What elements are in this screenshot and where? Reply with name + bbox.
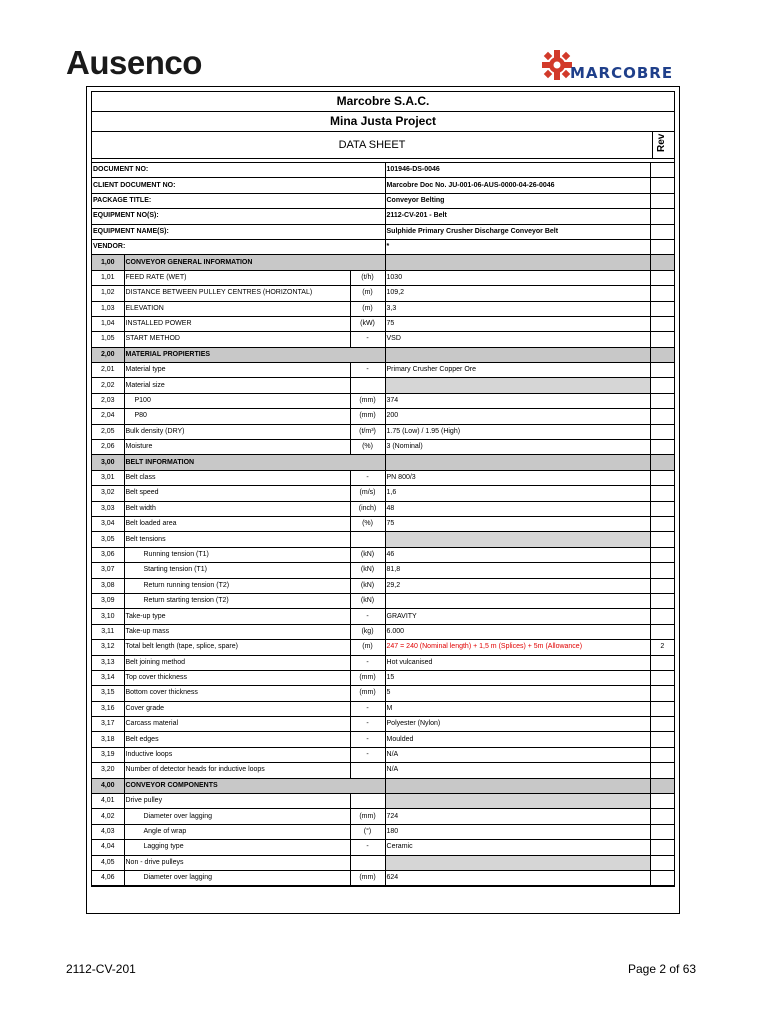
footer-page-number: Page 2 of 63 <box>628 962 697 976</box>
item-number: 3,16 <box>92 701 124 716</box>
item-unit <box>350 532 385 547</box>
item-unit: (mm) <box>350 809 385 824</box>
table-row <box>92 332 674 347</box>
item-description: Belt joining method <box>124 655 350 670</box>
item-unit: (kN) <box>350 578 385 593</box>
item-description: Take-up mass <box>124 624 350 639</box>
table-row <box>92 855 674 870</box>
item-unit: (kN) <box>350 593 385 608</box>
item-value: 724 <box>385 809 650 824</box>
item-number: 3,18 <box>92 732 124 747</box>
rev-header <box>652 132 674 158</box>
item-unit: - <box>350 701 385 716</box>
table-row <box>92 701 674 716</box>
rev-cell <box>650 470 674 485</box>
item-value: 180 <box>385 824 650 839</box>
item-number: 3,15 <box>92 686 124 701</box>
item-unit: - <box>350 609 385 624</box>
item-description: Return starting tension (T2) <box>124 593 350 608</box>
item-number: 4,02 <box>92 809 124 824</box>
table-row <box>92 670 674 685</box>
item-number: 4,04 <box>92 840 124 855</box>
item-value: 3 (Nominal) <box>385 440 650 455</box>
sheet-type: DATA SHEET <box>338 139 406 151</box>
table-row <box>92 870 674 885</box>
item-number: 1,01 <box>92 270 124 285</box>
table-row <box>92 378 674 393</box>
item-number: 1,03 <box>92 301 124 316</box>
item-value <box>385 532 650 547</box>
company-title: Marcobre S.A.C. <box>92 92 674 112</box>
rev-cell <box>650 670 674 685</box>
info-row <box>92 239 674 254</box>
item-description: Belt loaded area <box>124 516 350 531</box>
rev-cell <box>650 701 674 716</box>
rev-cell <box>650 347 674 362</box>
item-unit: (mm) <box>350 870 385 885</box>
rev-cell <box>650 193 674 208</box>
item-unit: - <box>350 363 385 378</box>
info-label: VENDOR: <box>92 239 385 254</box>
item-number: 3,06 <box>92 547 124 562</box>
item-value: Primary Crusher Copper Ore <box>385 363 650 378</box>
item-unit <box>350 378 385 393</box>
item-number: 2,04 <box>92 409 124 424</box>
item-value: M <box>385 701 650 716</box>
item-number: 4,06 <box>92 870 124 885</box>
item-number: 3,17 <box>92 717 124 732</box>
item-unit: (t/m³) <box>350 424 385 439</box>
item-number: 3,05 <box>92 532 124 547</box>
item-unit: (mm) <box>350 393 385 408</box>
rev-cell <box>650 393 674 408</box>
item-description: Inductive loops <box>124 747 350 762</box>
rev-label: Rev <box>656 133 667 152</box>
item-number: 4,05 <box>92 855 124 870</box>
table-row <box>92 470 674 485</box>
table-row <box>92 824 674 839</box>
item-number: 2,00 <box>92 347 124 362</box>
item-number: 3,12 <box>92 640 124 655</box>
rev-cell <box>650 624 674 639</box>
value-cell <box>385 347 650 362</box>
rev-cell <box>650 778 674 793</box>
rev-cell <box>650 870 674 885</box>
info-value: 2112-CV-201 - Belt <box>385 209 650 224</box>
value-cell <box>385 455 650 470</box>
item-unit: (m/s) <box>350 486 385 501</box>
item-description: Take-up type <box>124 609 350 624</box>
info-row <box>92 178 674 193</box>
value-cell <box>385 778 650 793</box>
item-value <box>385 794 650 809</box>
item-number: 4,00 <box>92 778 124 793</box>
item-value: 624 <box>385 870 650 885</box>
rev-cell <box>650 501 674 516</box>
section-title: BELT INFORMATION <box>124 455 385 470</box>
item-number: 1,05 <box>92 332 124 347</box>
item-description: Return running tension (T2) <box>124 578 350 593</box>
item-unit <box>350 855 385 870</box>
item-description: Belt width <box>124 501 350 516</box>
rev-cell <box>650 593 674 608</box>
table-row <box>92 393 674 408</box>
item-number: 2,01 <box>92 363 124 378</box>
table-row <box>92 578 674 593</box>
table-row <box>92 286 674 301</box>
item-description: Bottom cover thickness <box>124 686 350 701</box>
item-unit: (kg) <box>350 624 385 639</box>
item-unit: - <box>350 717 385 732</box>
table-row <box>92 424 674 439</box>
info-label: CLIENT DOCUMENT NO: <box>92 178 385 193</box>
item-value: Polyester (Nylon) <box>385 717 650 732</box>
table-row <box>92 363 674 378</box>
info-row <box>92 193 674 208</box>
item-value: 1030 <box>385 270 650 285</box>
rev-cell <box>650 609 674 624</box>
section-title: MATERIAL PROPIERTIES <box>124 347 385 362</box>
rev-cell <box>650 747 674 762</box>
item-description: P80 <box>124 409 350 424</box>
table-row <box>92 440 674 455</box>
item-value: N/A <box>385 747 650 762</box>
item-value: 247 = 240 (Nominal length) + 1,5 m (Splices) + 5m (Allowance) <box>385 640 650 655</box>
section-title: CONVEYOR COMPONENTS <box>124 778 385 793</box>
item-number: 3,08 <box>92 578 124 593</box>
section-header-row <box>92 255 674 270</box>
item-unit: (mm) <box>350 686 385 701</box>
item-description: Material type <box>124 363 350 378</box>
table-row <box>92 686 674 701</box>
table-row <box>92 732 674 747</box>
table-row <box>92 655 674 670</box>
info-label: EQUIPMENT NO(S): <box>92 209 385 224</box>
item-unit: (kW) <box>350 316 385 331</box>
item-value: PN 800/3 <box>385 470 650 485</box>
item-unit: (mm) <box>350 670 385 685</box>
item-number: 1,00 <box>92 255 124 270</box>
table-row <box>92 563 674 578</box>
item-value: 81,8 <box>385 563 650 578</box>
rev-cell <box>650 224 674 239</box>
item-value: Moulded <box>385 732 650 747</box>
item-value: Ceramic <box>385 840 650 855</box>
rev-cell <box>650 732 674 747</box>
item-description: Moisture <box>124 440 350 455</box>
item-number: 3,07 <box>92 563 124 578</box>
item-unit: (°) <box>350 824 385 839</box>
item-number: 4,01 <box>92 794 124 809</box>
rev-cell <box>650 286 674 301</box>
item-description: DISTANCE BETWEEN PULLEY CENTRES (HORIZONTAL) <box>124 286 350 301</box>
info-value: Marcobre Doc No. JU-001-06-AUS-0000-04-26-0046 <box>385 178 650 193</box>
data-sheet <box>86 86 680 914</box>
rev-cell <box>650 794 674 809</box>
item-value: 200 <box>385 409 650 424</box>
item-unit: (kN) <box>350 547 385 562</box>
item-description: Cover grade <box>124 701 350 716</box>
rev-cell <box>650 316 674 331</box>
item-unit: (mm) <box>350 409 385 424</box>
item-unit: - <box>350 840 385 855</box>
rev-cell <box>650 301 674 316</box>
item-description: ELEVATION <box>124 301 350 316</box>
table-row <box>92 532 674 547</box>
item-description: Total belt length (tape, splice, spare) <box>124 640 350 655</box>
ausenco-logo: Ausenco <box>66 44 202 81</box>
item-description: Belt edges <box>124 732 350 747</box>
rev-cell <box>650 486 674 501</box>
item-unit: - <box>350 747 385 762</box>
table-row <box>92 640 674 655</box>
item-value: VSD <box>385 332 650 347</box>
table-row <box>92 763 674 778</box>
item-description: Belt tensions <box>124 532 350 547</box>
rev-cell <box>650 824 674 839</box>
item-unit: - <box>350 470 385 485</box>
section-header-row <box>92 455 674 470</box>
project-title: Mina Justa Project <box>92 112 674 132</box>
table-row <box>92 547 674 562</box>
item-number: 3,11 <box>92 624 124 639</box>
item-number: 3,19 <box>92 747 124 762</box>
item-description: Belt speed <box>124 486 350 501</box>
item-number: 3,01 <box>92 470 124 485</box>
item-description: Running tension (T1) <box>124 547 350 562</box>
item-description: Belt class <box>124 470 350 485</box>
marcobre-logo <box>540 48 700 88</box>
item-unit: (t/h) <box>350 270 385 285</box>
rev-cell <box>650 363 674 378</box>
item-description: Number of detector heads for inductive loops <box>124 763 350 778</box>
rev-cell <box>650 578 674 593</box>
table-row <box>92 516 674 531</box>
item-number: 1,02 <box>92 286 124 301</box>
item-description: Starting tension (T1) <box>124 563 350 578</box>
rev-cell <box>650 686 674 701</box>
item-number: 2,02 <box>92 378 124 393</box>
table-row <box>92 747 674 762</box>
item-unit: - <box>350 655 385 670</box>
item-number: 3,10 <box>92 609 124 624</box>
item-description: P100 <box>124 393 350 408</box>
item-value: 15 <box>385 670 650 685</box>
item-value: 48 <box>385 501 650 516</box>
item-number: 3,13 <box>92 655 124 670</box>
rev-cell <box>650 563 674 578</box>
footer-doc-ref: 2112-CV-201 <box>66 962 136 976</box>
item-value <box>385 855 650 870</box>
info-value: Sulphide Primary Crusher Discharge Conveyor Belt <box>385 224 650 239</box>
item-value: N/A <box>385 763 650 778</box>
rev-cell <box>650 255 674 270</box>
rev-cell <box>650 239 674 254</box>
rev-cell <box>650 532 674 547</box>
rev-cell <box>650 424 674 439</box>
item-number: 3,02 <box>92 486 124 501</box>
item-value: 29,2 <box>385 578 650 593</box>
item-unit: (m) <box>350 640 385 655</box>
item-description: Material size <box>124 378 350 393</box>
info-label: EQUIPMENT NAME(S): <box>92 224 385 239</box>
item-unit: (m) <box>350 286 385 301</box>
rev-cell <box>650 516 674 531</box>
item-value: 374 <box>385 393 650 408</box>
section-header-row <box>92 347 674 362</box>
item-number: 4,03 <box>92 824 124 839</box>
table-row <box>92 840 674 855</box>
item-number: 1,04 <box>92 316 124 331</box>
item-value: 75 <box>385 516 650 531</box>
table-row <box>92 624 674 639</box>
info-label: DOCUMENT NO: <box>92 163 385 178</box>
rev-cell <box>650 378 674 393</box>
item-description: Drive pulley <box>124 794 350 809</box>
item-value: 109,2 <box>385 286 650 301</box>
item-description: Carcass material <box>124 717 350 732</box>
table-row <box>92 593 674 608</box>
item-value: 1,6 <box>385 486 650 501</box>
item-value <box>385 378 650 393</box>
item-description: FEED RATE (WET) <box>124 270 350 285</box>
item-unit <box>350 794 385 809</box>
rev-cell <box>650 440 674 455</box>
rev-cell <box>650 717 674 732</box>
section-title: CONVEYOR GENERAL INFORMATION <box>124 255 385 270</box>
rev-cell <box>650 332 674 347</box>
item-number: 3,20 <box>92 763 124 778</box>
info-value: Conveyor Belting <box>385 193 650 208</box>
table-row <box>92 609 674 624</box>
item-unit: - <box>350 332 385 347</box>
item-number: 3,09 <box>92 593 124 608</box>
table-row <box>92 270 674 285</box>
rev-cell <box>650 855 674 870</box>
item-number: 3,14 <box>92 670 124 685</box>
item-value: 1.75 (Low) / 1.95 (High) <box>385 424 650 439</box>
item-unit: - <box>350 732 385 747</box>
table-row <box>92 316 674 331</box>
item-value: 46 <box>385 547 650 562</box>
info-row <box>92 163 674 178</box>
item-description: Bulk density (DRY) <box>124 424 350 439</box>
table-row <box>92 809 674 824</box>
data-sheet-inner <box>91 91 675 887</box>
rev-cell <box>650 455 674 470</box>
table-row <box>92 501 674 516</box>
item-number: 3,00 <box>92 455 124 470</box>
table-row <box>92 409 674 424</box>
rev-cell: 2 <box>650 640 674 655</box>
item-description: INSTALLED POWER <box>124 316 350 331</box>
item-unit: (inch) <box>350 501 385 516</box>
info-value: 101946-DS-0046 <box>385 163 650 178</box>
info-row <box>92 224 674 239</box>
info-table <box>92 163 674 255</box>
item-value: GRAVITY <box>385 609 650 624</box>
rev-cell <box>650 840 674 855</box>
sheet-type-row <box>92 132 674 159</box>
value-cell <box>385 255 650 270</box>
item-number: 2,03 <box>92 393 124 408</box>
item-description: Non - drive pulleys <box>124 855 350 870</box>
item-unit: (%) <box>350 440 385 455</box>
rev-cell <box>650 809 674 824</box>
rev-cell <box>650 270 674 285</box>
item-number: 2,05 <box>92 424 124 439</box>
item-value: 6.000 <box>385 624 650 639</box>
marcobre-gear-icon <box>540 48 574 82</box>
item-value: Hot vulcanised <box>385 655 650 670</box>
info-label: PACKAGE TITLE: <box>92 193 385 208</box>
rev-cell <box>650 655 674 670</box>
item-description: Diameter over lagging <box>124 870 350 885</box>
rev-cell <box>650 547 674 562</box>
table-row <box>92 301 674 316</box>
rev-cell <box>650 209 674 224</box>
rev-cell <box>650 763 674 778</box>
item-description: Diameter over lagging <box>124 809 350 824</box>
item-value: 5 <box>385 686 650 701</box>
section-header-row <box>92 778 674 793</box>
item-description: Lagging type <box>124 840 350 855</box>
item-number: 2,06 <box>92 440 124 455</box>
item-value: 3,3 <box>385 301 650 316</box>
item-description: Angle of wrap <box>124 824 350 839</box>
table-row <box>92 486 674 501</box>
spec-table <box>92 255 674 886</box>
table-row <box>92 794 674 809</box>
rev-cell <box>650 409 674 424</box>
info-value: * <box>385 239 650 254</box>
item-description: START METHOD <box>124 332 350 347</box>
table-row <box>92 717 674 732</box>
item-value: 75 <box>385 316 650 331</box>
item-value <box>385 593 650 608</box>
item-unit: (kN) <box>350 563 385 578</box>
rev-cell <box>650 178 674 193</box>
item-unit: (m) <box>350 301 385 316</box>
item-unit: (%) <box>350 516 385 531</box>
item-number: 3,03 <box>92 501 124 516</box>
marcobre-wordmark: MARCOBRE <box>570 64 674 82</box>
item-description: Top cover thickness <box>124 670 350 685</box>
item-number: 3,04 <box>92 516 124 531</box>
info-row <box>92 209 674 224</box>
rev-cell <box>650 163 674 178</box>
item-unit <box>350 763 385 778</box>
